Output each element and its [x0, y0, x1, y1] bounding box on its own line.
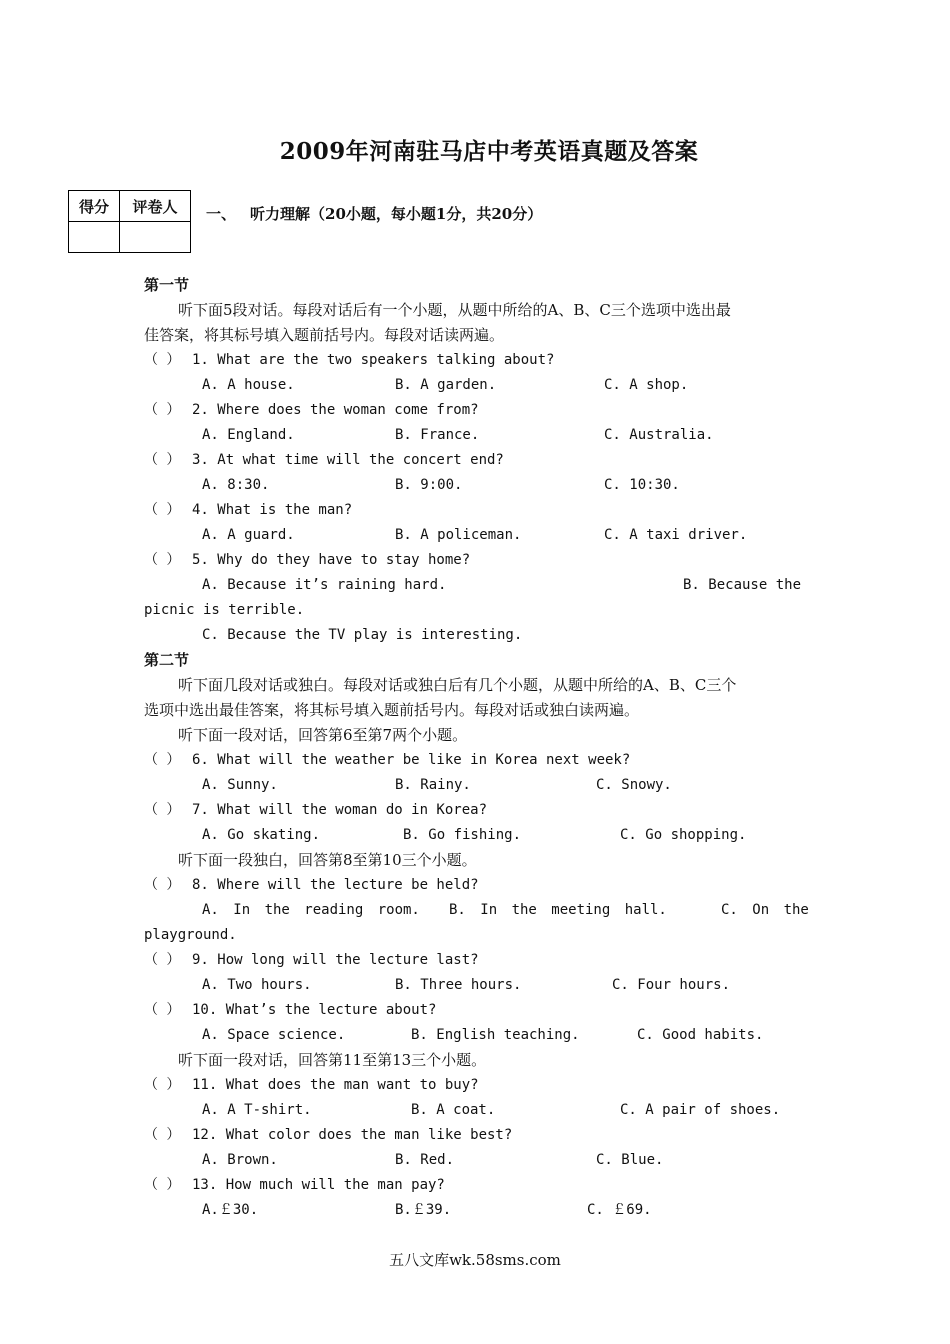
answer-paren[interactable]: （ ）: [144, 502, 181, 518]
answer-paren[interactable]: （ ）: [144, 952, 181, 968]
sub-instruction-2: 听下面一段独白，回答第8至第10三个小题。: [178, 851, 477, 869]
option-c: C. 10:30.: [604, 477, 680, 493]
option-b: B. In the meeting hall.: [449, 902, 667, 918]
options-11: [144, 1098, 808, 1123]
option-c: C. Australia.: [604, 427, 714, 443]
option-a: A. 8:30.: [202, 477, 270, 493]
options-4: [144, 523, 808, 548]
question-2: （ ） 2. Where does the woman come from?: [144, 398, 808, 423]
score-table: [68, 190, 191, 253]
option-a: A.￡30.: [202, 1202, 259, 1218]
question-3: （ ） 3. At what time will the concert end?: [144, 448, 808, 473]
option-c: C. On the: [721, 902, 809, 918]
option-b: B. Go fishing.: [403, 827, 522, 843]
option-b: B.￡39.: [395, 1202, 452, 1218]
option-b: B. English teaching.: [411, 1027, 580, 1043]
question-11: （ ） 11. What does the man want to buy?: [144, 1073, 808, 1098]
section2-heading: 第二节: [144, 651, 190, 669]
section1-instruction-cont: 佳答案，将其标号填入题前括号内。每段对话读两遍。: [144, 326, 505, 344]
option-a: A. A guard.: [202, 527, 295, 543]
section1-heading: 第一节: [144, 276, 190, 294]
option-c: C. Snowy.: [596, 777, 672, 793]
question-6: （ ） 6. What will the weather be like in Korea next week?: [144, 748, 808, 773]
footer-watermark: 五八文库wk.58sms.com: [389, 1251, 561, 1269]
options-10: [144, 1023, 808, 1048]
answer-paren[interactable]: （ ）: [144, 352, 181, 368]
answer-paren[interactable]: （ ）: [144, 802, 181, 818]
option-b: B. 9:00.: [395, 477, 463, 493]
part-label: 听力理解（20小题，每小题1分，共20分）: [250, 205, 543, 223]
question-9: （ ） 9. How long will the lecture last?: [144, 948, 808, 973]
question-1: （ ） 1. What are the two speakers talking about?: [144, 348, 808, 373]
answer-paren[interactable]: （ ）: [144, 877, 181, 893]
option-b: B. Red.: [395, 1152, 455, 1168]
score-header: 得分: [69, 191, 120, 222]
option-b: B. A policeman.: [395, 527, 522, 543]
options-8: [144, 898, 808, 923]
options-5: [144, 573, 808, 598]
options-6: [144, 773, 808, 798]
option-c: C. Go shopping.: [620, 827, 747, 843]
score-cell: [69, 222, 120, 253]
options-1: [144, 373, 808, 398]
section1-instruction: 听下面5段对话。每段对话后有一个小题，从题中所给的A、B、C三个选项中选出最: [178, 301, 731, 319]
option-c: C. ￡69.: [587, 1202, 652, 1218]
part-number: 一、: [206, 205, 237, 223]
option-a: A. Because it’s raining hard.: [202, 577, 447, 593]
answer-paren[interactable]: （ ）: [144, 1077, 181, 1093]
sub-instruction-3: 听下面一段对话，回答第11至第13三个小题。: [178, 1051, 487, 1069]
option-b: B. Three hours.: [395, 977, 522, 993]
question-12: （ ） 12. What color does the man like best?: [144, 1123, 808, 1148]
answer-paren[interactable]: （ ）: [144, 402, 181, 418]
option-a: A. Brown.: [202, 1152, 278, 1168]
answer-paren[interactable]: （ ）: [144, 1002, 181, 1018]
option-a: A. Go skating.: [202, 827, 321, 843]
grader-header: 评卷人: [120, 191, 191, 222]
question-7: （ ） 7. What will the woman do in Korea?: [144, 798, 808, 823]
option-c: C. Four hours.: [612, 977, 731, 993]
option-c: C. A pair of shoes.: [620, 1102, 781, 1118]
section2-instruction: 听下面几段对话或独白。每段对话或独白后有几个小题，从题中所给的A、B、C三个: [178, 676, 737, 694]
option-c: C. Good habits.: [637, 1027, 764, 1043]
option-a: A. Space science.: [202, 1027, 346, 1043]
option-b: B. Rainy.: [395, 777, 471, 793]
section2-instruction-cont: 选项中选出最佳答案，将其标号填入题前括号内。每段对话或独白读两遍。: [144, 701, 640, 719]
option-c-cont: playground.: [144, 927, 237, 943]
question-8: （ ） 8. Where will the lecture be held?: [144, 873, 808, 898]
page-title: 2009年河南驻马店中考英语真题及答案: [279, 138, 699, 165]
option-c: C. Blue.: [596, 1152, 664, 1168]
option-b: B. A garden.: [395, 377, 497, 393]
options-9: [144, 973, 808, 998]
options-12: [144, 1148, 808, 1173]
question-13: （ ） 13. How much will the man pay?: [144, 1173, 808, 1198]
options-2: [144, 423, 808, 448]
option-a: A. A T-shirt.: [202, 1102, 312, 1118]
sub-instruction-1: 听下面一段对话，回答第6至第7两个小题。: [178, 726, 468, 744]
question-10: （ ） 10. What’s the lecture about?: [144, 998, 808, 1023]
answer-paren[interactable]: （ ）: [144, 1127, 181, 1143]
answer-paren[interactable]: （ ）: [144, 552, 181, 568]
part-one-heading: [206, 203, 542, 224]
option-a: A. In the reading room.: [202, 902, 420, 918]
option-c: C. A shop.: [604, 377, 689, 393]
question-5: （ ） 5. Why do they have to stay home?: [144, 548, 808, 573]
grader-cell: [120, 222, 191, 253]
option-b: B. France.: [395, 427, 480, 443]
option-b-cont: picnic is terrible.: [144, 602, 305, 618]
option-a: A. Sunny.: [202, 777, 278, 793]
question-content: [144, 273, 808, 1223]
options-3: [144, 473, 808, 498]
options-7: [144, 823, 808, 848]
answer-paren[interactable]: （ ）: [144, 752, 181, 768]
answer-paren[interactable]: （ ）: [144, 1177, 181, 1193]
question-4: （ ） 4. What is the man?: [144, 498, 808, 523]
option-b: B. Because the: [683, 577, 802, 593]
option-c: C. A taxi driver.: [604, 527, 748, 543]
option-a: A. England.: [202, 427, 295, 443]
answer-paren[interactable]: （ ）: [144, 452, 181, 468]
option-b: B. A coat.: [411, 1102, 496, 1118]
option-a: A. A house.: [202, 377, 295, 393]
options-13: [144, 1198, 808, 1223]
option-a: A. Two hours.: [202, 977, 312, 993]
options-5-c: [144, 623, 808, 648]
option-c: C. Because the TV play is interesting.: [202, 627, 523, 643]
